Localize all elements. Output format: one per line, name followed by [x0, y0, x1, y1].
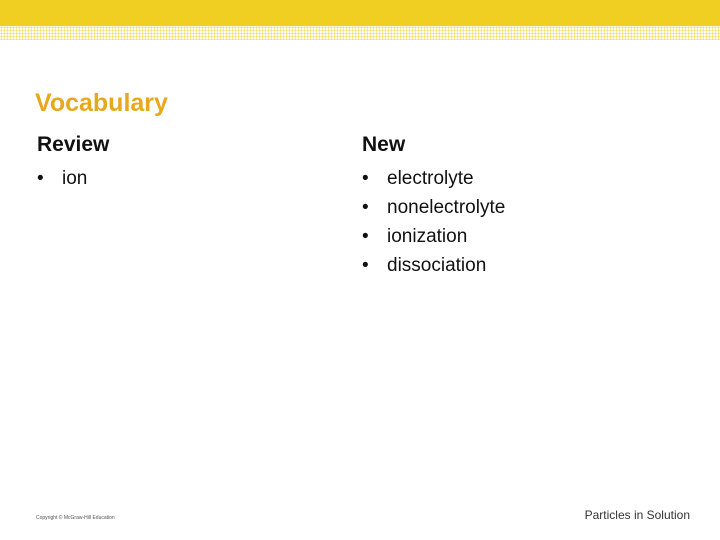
review-term: ion — [62, 168, 88, 189]
bullet-icon: • — [362, 168, 369, 189]
list-item — [37, 168, 87, 197]
new-list — [362, 168, 505, 284]
header-accent-band — [0, 0, 720, 26]
copyright-notice: Copyright © McGraw-Hill Education — [36, 515, 115, 521]
review-heading: Review — [37, 133, 110, 156]
bullet-icon: • — [362, 197, 369, 218]
new-term: ionization — [387, 226, 468, 247]
list-item — [362, 168, 505, 197]
list-item — [362, 197, 505, 226]
new-term: electrolyte — [387, 168, 474, 189]
footer-section-title: Particles in Solution — [584, 508, 690, 522]
bullet-icon: • — [362, 226, 369, 247]
header-dither-fade — [0, 32, 720, 40]
new-term: nonelectrolyte — [387, 197, 506, 218]
list-item — [362, 226, 505, 255]
new-heading: New — [362, 133, 406, 156]
review-list — [37, 168, 87, 197]
list-item — [362, 255, 505, 284]
bullet-icon: • — [37, 168, 44, 189]
bullet-icon: • — [362, 255, 369, 276]
slide-title: Vocabulary — [35, 89, 168, 117]
new-term: dissociation — [387, 255, 487, 276]
